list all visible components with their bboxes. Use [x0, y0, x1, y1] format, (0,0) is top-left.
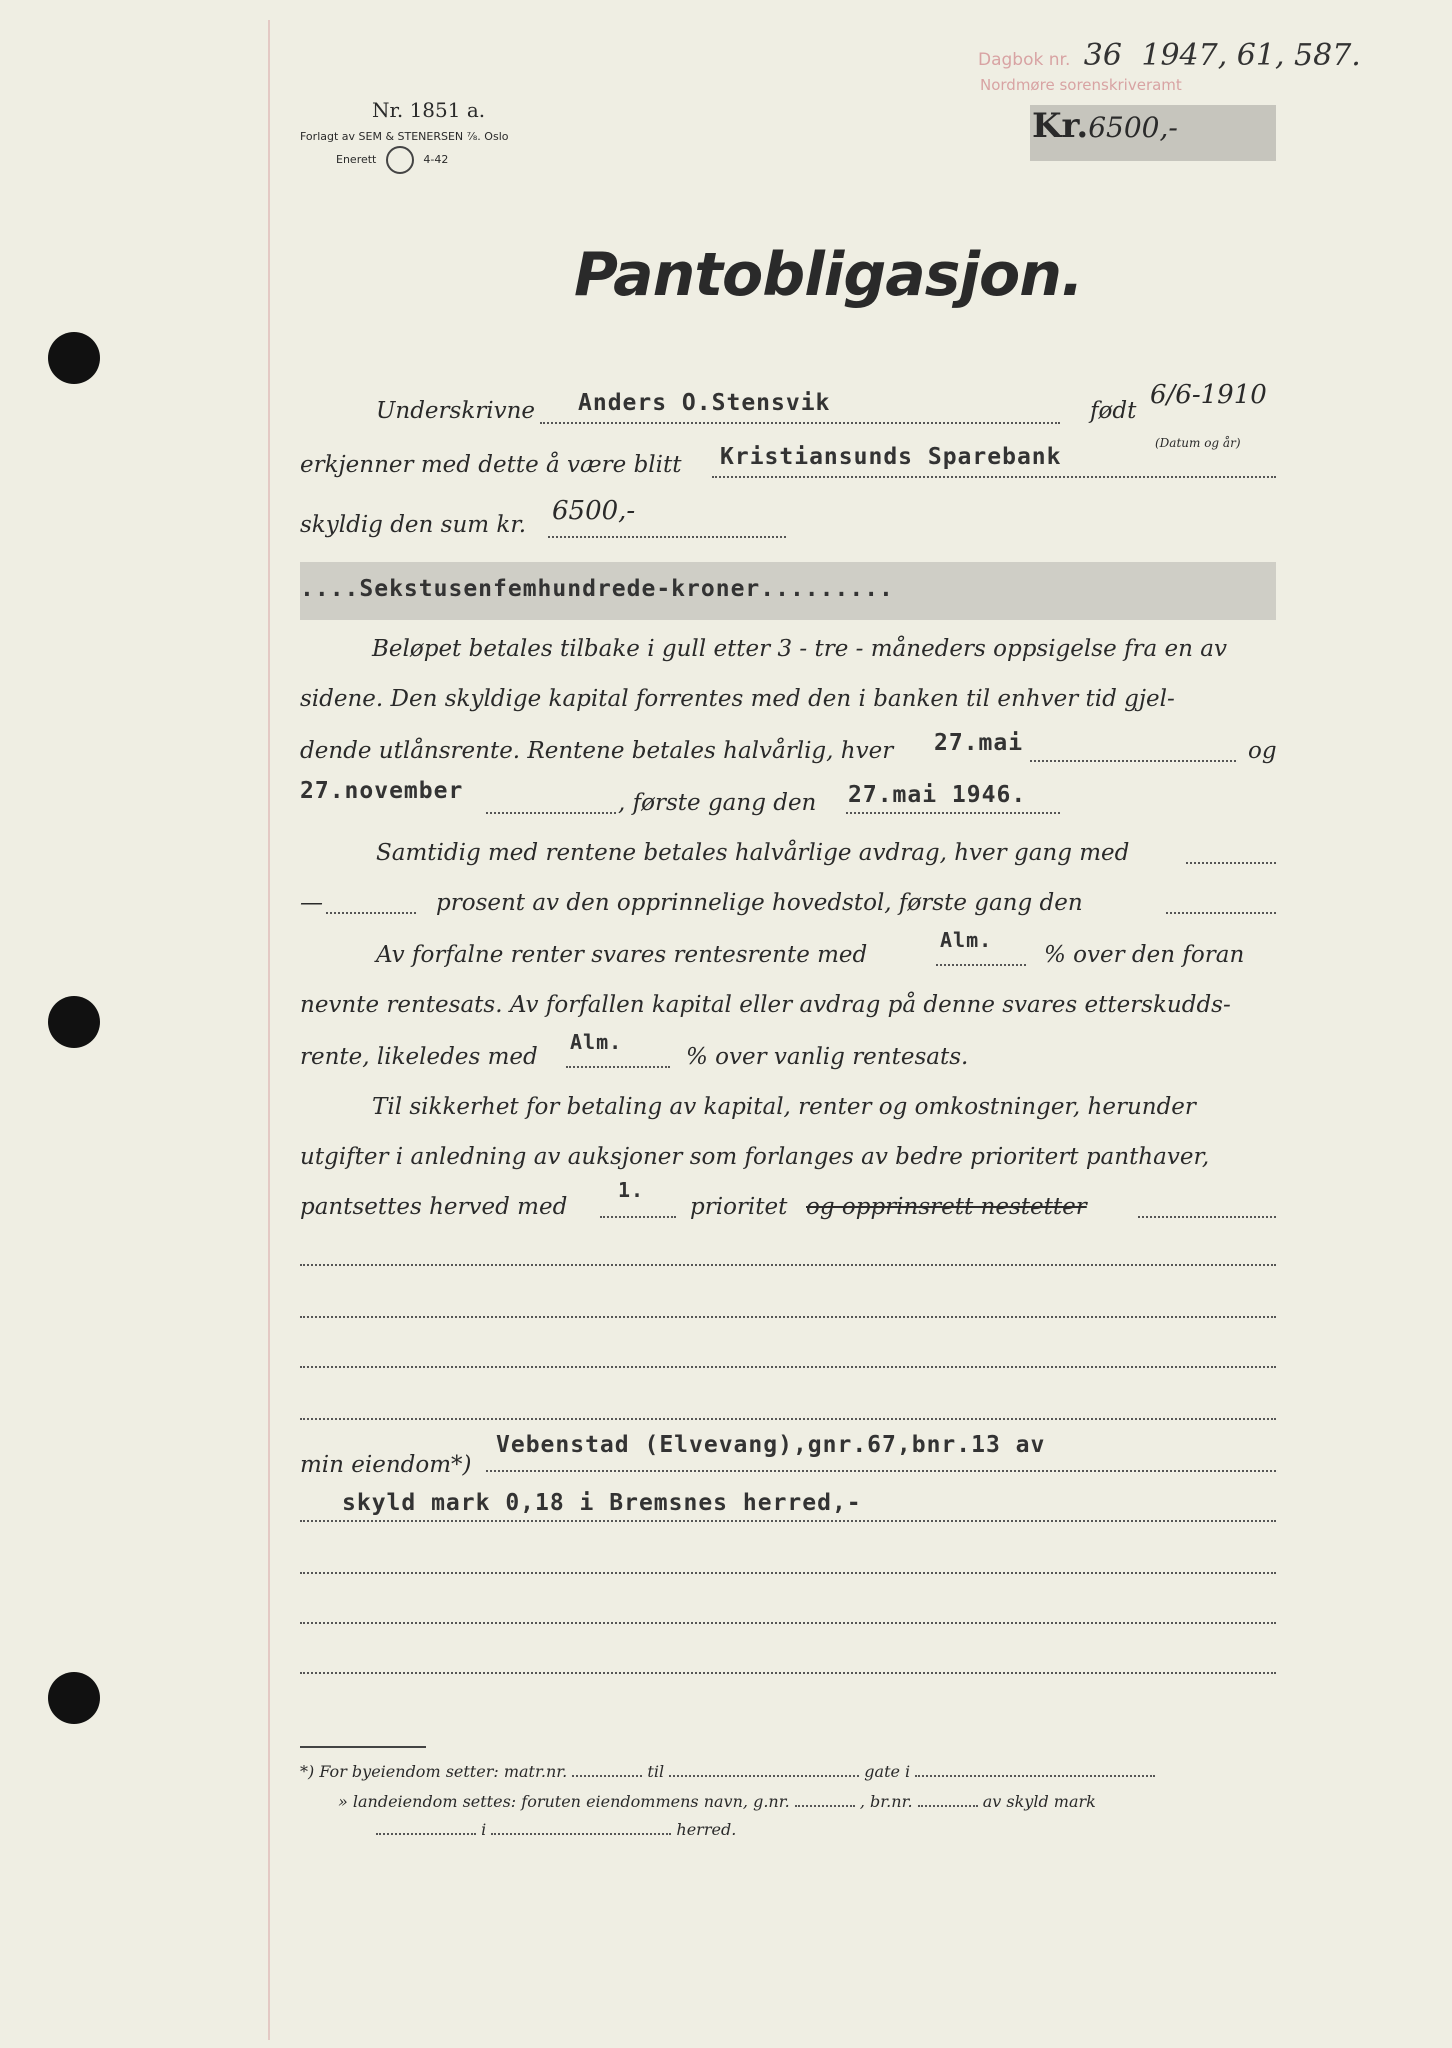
footnote-l2a: » landeiendom settes: foruten eiendommens navn, g.nr.	[338, 1792, 790, 1811]
p1-line4-dots	[486, 812, 616, 814]
document-title: Pantobligasjon.	[574, 240, 1083, 310]
blank-line-5	[300, 1572, 1276, 1574]
p1-line4: , første gang den	[618, 790, 817, 816]
p1-line4-dots2	[846, 812, 1060, 814]
p2-line2-dots	[326, 912, 416, 914]
undersigned-dots	[540, 422, 1060, 424]
stamp-number: 36	[1083, 38, 1122, 73]
p4-line1: Til sikkerhet for betaling av kapital, renter og omkostninger, herunder	[372, 1094, 1196, 1120]
owed-dots	[548, 536, 786, 538]
born-hint: (Datum og år)	[1155, 436, 1241, 450]
creditor-dots	[712, 476, 1276, 478]
interest-date-2: 27.november	[300, 778, 464, 804]
blank-line-3	[300, 1366, 1276, 1368]
p2-line2-dash: —	[300, 890, 323, 916]
p3-line3: rente, likeledes med	[300, 1044, 538, 1070]
amount-value: 6500,-	[1088, 111, 1178, 144]
footnote-l1-dots3	[915, 1775, 1155, 1777]
p4-line2: utgifter i anledning av auksjoner som forlanges av bedre prioritert panthaver,	[300, 1144, 1210, 1170]
publisher-enerett: Enerett	[336, 153, 377, 166]
p1-line3-og: og	[1248, 738, 1277, 764]
p3-line3-dots	[566, 1066, 670, 1068]
p2-line1-dots	[1186, 862, 1276, 864]
footnote-l2-dots1	[795, 1805, 855, 1807]
footnote-l2c: av skyld mark	[982, 1792, 1096, 1811]
registry-stamp-line2: Nordmøre sorenskriveramt	[980, 76, 1182, 94]
form-number: Nr. 1851 a.	[372, 98, 486, 122]
priority-value: 1.	[618, 1178, 645, 1202]
p1-line3-dots	[1030, 760, 1236, 762]
footnote-l1c: gate i	[864, 1762, 911, 1781]
stamp-rest: 1947, 61, 587.	[1141, 38, 1361, 73]
p1-line2: sidene. Den skyldige kapital forrentes med den i banken til enhver tid gjel-	[300, 686, 1175, 712]
publisher-line1: Forlagt av SEM & STENERSEN ⅞. Oslo	[300, 130, 509, 143]
blank-line-7	[300, 1672, 1276, 1674]
p3-line1: Av forfalne renter svares rentesrente med	[376, 942, 868, 968]
footnote-l3b: herred.	[676, 1820, 737, 1839]
footnote-l2-dots2	[918, 1805, 978, 1807]
publisher-line2	[336, 146, 448, 174]
registry-stamp-line1	[978, 38, 1361, 73]
property-value-line2: skyld mark 0,18 i Bremsnes herred,-	[342, 1490, 862, 1516]
footnote-l2b: , br.nr.	[859, 1792, 913, 1811]
p2-line1: Samtidig med rentene betales halvårlige avdrag, hver gang med	[376, 840, 1130, 866]
property-dots-2	[300, 1520, 1276, 1522]
amount-prefix: Kr.	[1032, 106, 1089, 146]
footnote-l1-dots1	[572, 1775, 642, 1777]
p4-line3-dots2	[1138, 1216, 1276, 1218]
p3-line3b: % over vanlig rentesats.	[686, 1044, 969, 1070]
acknowledge-label: erkjenner med dette å være blitt	[300, 452, 682, 478]
punch-hole-bottom	[48, 1672, 100, 1724]
footnote-l1b: til	[647, 1762, 665, 1781]
creditor-value: Kristiansunds Sparebank	[720, 444, 1062, 470]
p1-line1: Beløpet betales tilbake i gull etter 3 - tre - måneders oppsigelse fra en av	[372, 636, 1227, 662]
late-rate-value: Alm.	[570, 1030, 623, 1054]
compound-rate-value: Alm.	[940, 928, 993, 952]
footnote-l3a: i	[481, 1820, 487, 1839]
publisher-logo-icon	[386, 146, 414, 174]
p3-line1b: % over den foran	[1044, 942, 1245, 968]
owed-label: skyldig den sum kr.	[300, 512, 527, 538]
footnote-line3	[376, 1820, 736, 1839]
footnote-rule	[300, 1746, 426, 1748]
footnote-line2	[338, 1792, 1096, 1811]
p1-line3: dende utlånsrente. Rentene betales halvårlig, hver	[300, 738, 894, 764]
blank-line-6	[300, 1622, 1276, 1624]
amount-words: ....Sekstusenfemhundrede-kroner.........	[300, 576, 894, 602]
footnote-line1	[300, 1762, 1155, 1781]
p4-line3: pantsettes herved med	[300, 1194, 568, 1220]
p4-struck-text: og opprinsrett nestetter	[806, 1194, 1087, 1220]
property-label: min eiendom*)	[300, 1452, 472, 1478]
p3-line2: nevnte rentesats. Av forfallen kapital eller avdrag på denne svares etterskudds-	[300, 992, 1231, 1018]
p4-line3-dots	[600, 1216, 676, 1218]
footnote-l3-dots1	[376, 1833, 476, 1835]
margin-line	[268, 20, 270, 2040]
punch-hole-top	[48, 332, 100, 384]
interest-date-1: 27.mai	[934, 730, 1024, 756]
owed-value: 6500,-	[552, 496, 636, 526]
publisher-code: 4-42	[423, 153, 449, 166]
blank-line-1	[300, 1264, 1276, 1266]
p4-line3b: prioritet	[690, 1194, 788, 1220]
amount-box-text	[1032, 106, 1178, 146]
blank-line-4	[300, 1418, 1276, 1420]
footnote-l1a: *) For byeiendom setter: matr.nr.	[300, 1762, 568, 1781]
footnote-l3-dots2	[491, 1833, 671, 1835]
born-value: 6/6-1910	[1150, 380, 1267, 410]
born-label: født	[1090, 398, 1137, 424]
blank-line-2	[300, 1316, 1276, 1318]
undersigned-value: Anders O.Stensvik	[578, 390, 831, 416]
property-dots-1	[486, 1470, 1276, 1472]
undersigned-label: Underskrivne	[376, 398, 536, 424]
p3-line1-dots	[936, 964, 1026, 966]
stamp-prefix: Dagbok nr.	[978, 50, 1071, 70]
p2-line2-dots2	[1166, 912, 1276, 914]
punch-hole-middle	[48, 996, 100, 1048]
footnote-l1-dots2	[669, 1775, 859, 1777]
property-value-line1: Vebenstad (Elvevang),gnr.67,bnr.13 av	[496, 1432, 1046, 1458]
p2-line2: prosent av den opprinnelige hovedstol, første gang den	[436, 890, 1083, 916]
first-payment-date: 27.mai 1946.	[848, 782, 1027, 808]
